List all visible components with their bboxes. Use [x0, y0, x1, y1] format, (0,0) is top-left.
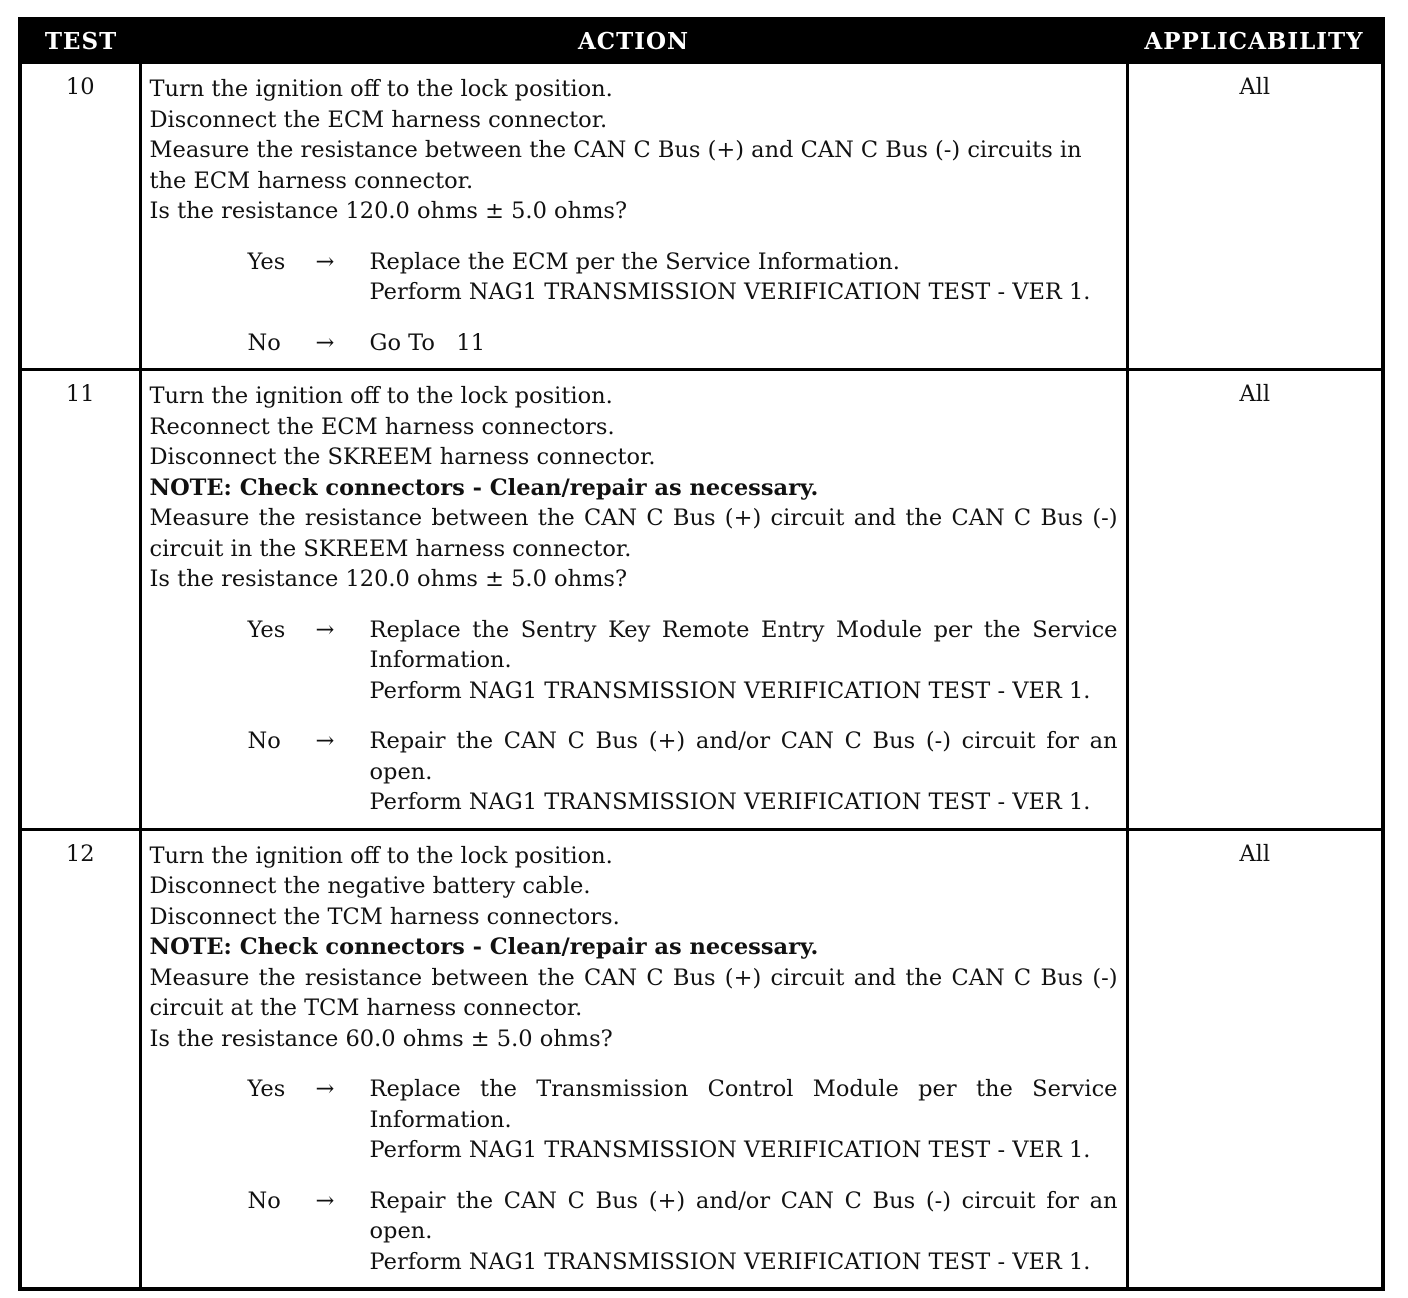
note-text: NOTE: Check connectors - Clean/repair as necessary. — [149, 474, 819, 501]
yes-response — [150, 615, 1118, 707]
action-cell — [140, 63, 1127, 370]
header-applicability: APPLICABILITY — [1127, 19, 1383, 63]
result-line: Replace the ECM per the Service Information. — [369, 248, 900, 275]
yes-result — [310, 615, 1118, 707]
note-text: NOTE: Check connectors - Clean/repair as necessary. — [149, 934, 819, 960]
diagnostic-test-table — [18, 17, 1385, 1291]
action-cell — [140, 370, 1127, 830]
right-arrow-icon: → — [315, 616, 335, 643]
yes-response — [150, 1074, 1118, 1166]
go-to-link[interactable]: Go To 11 — [369, 329, 486, 356]
yes-response — [150, 247, 1118, 308]
result-line: Replace the Sentry Key Remote Entry Module per the Service Information. — [369, 616, 1118, 673]
test-number: 12 — [20, 829, 140, 1289]
right-arrow-icon: → — [315, 728, 335, 754]
no-label: No — [247, 329, 281, 356]
applicability-value: All — [1127, 63, 1383, 370]
no-result — [310, 726, 1118, 818]
result-line: Perform NAG1 TRANSMISSION VERIFICATION TEST - VER 1. — [369, 677, 1091, 704]
table-row-test-10 — [20, 63, 1383, 370]
diagnostic-page — [18, 17, 1381, 1291]
right-arrow-icon: → — [315, 248, 335, 275]
no-response — [150, 726, 1118, 818]
action-step: Turn the ignition off to the lock position. — [149, 383, 613, 409]
action-step: Turn the ignition off to the lock position. — [149, 842, 613, 869]
action-step: Disconnect the negative battery cable. — [149, 873, 591, 899]
no-result — [310, 1186, 1118, 1278]
action-step: Measure the resistance between the CAN C Bus (+) and CAN C Bus (-) circuits in the ECM harness connector. — [149, 137, 1082, 194]
no-label: No — [247, 1187, 281, 1214]
no-result — [310, 328, 1118, 359]
header-test: TEST — [20, 19, 140, 63]
header-action: ACTION — [140, 19, 1127, 63]
table-row-test-11 — [20, 370, 1383, 830]
action-question: Is the resistance 60.0 ohms ± 5.0 ohms? — [149, 1025, 613, 1052]
yes-result — [310, 247, 1118, 308]
applicability-value: All — [1127, 370, 1383, 830]
no-response — [150, 1186, 1118, 1278]
table-header-row — [20, 19, 1383, 63]
action-question: Is the resistance 120.0 ohms ± 5.0 ohms? — [149, 198, 628, 224]
action-step: Reconnect the ECM harness connectors. — [149, 413, 615, 440]
right-arrow-icon: → — [315, 329, 335, 356]
test-number: 11 — [20, 370, 140, 830]
result-line: Perform NAG1 TRANSMISSION VERIFICATION TEST - VER 1. — [369, 1137, 1091, 1163]
no-response — [150, 328, 1118, 359]
applicability-value: All — [1127, 829, 1383, 1289]
result-line: Repair the CAN C Bus (+) and/or CAN C Bus (-) circuit for an open. — [369, 1187, 1118, 1244]
action-question: Is the resistance 120.0 ohms ± 5.0 ohms? — [149, 566, 628, 592]
yes-label: Yes — [247, 248, 286, 275]
action-step: Measure the resistance between the CAN C Bus (+) circuit and the CAN C Bus (-) circuit in the SKREEM harness connector. — [149, 505, 1118, 562]
test-number: 10 — [20, 63, 140, 370]
result-line: Perform NAG1 TRANSMISSION VERIFICATION TEST - VER 1. — [369, 279, 1091, 305]
table-row-test-12 — [20, 829, 1383, 1289]
yes-label: Yes — [247, 1076, 286, 1102]
action-step: Disconnect the ECM harness connector. — [149, 106, 608, 133]
result-line: Repair the CAN C Bus (+) and/or CAN C Bus (-) circuit for an open. — [369, 728, 1118, 785]
right-arrow-icon: → — [315, 1187, 335, 1214]
no-label: No — [247, 728, 281, 754]
action-step: Disconnect the SKREEM harness connector. — [149, 444, 656, 470]
action-step: Disconnect the TCM harness connectors. — [149, 903, 620, 930]
result-line: Perform NAG1 TRANSMISSION VERIFICATION TEST - VER 1. — [369, 789, 1091, 815]
yes-result — [310, 1074, 1118, 1166]
action-step: Measure the resistance between the CAN C Bus (+) circuit and the CAN C Bus (-) circuit at the TCM harness connector. — [149, 964, 1118, 1021]
action-cell — [140, 829, 1127, 1289]
right-arrow-icon: → — [315, 1076, 335, 1102]
action-step: Turn the ignition off to the lock position. — [149, 76, 613, 102]
result-line: Perform NAG1 TRANSMISSION VERIFICATION TEST - VER 1. — [369, 1248, 1091, 1275]
yes-label: Yes — [247, 616, 286, 643]
result-line: Replace the Transmission Control Module per the Service Information. — [369, 1076, 1118, 1133]
